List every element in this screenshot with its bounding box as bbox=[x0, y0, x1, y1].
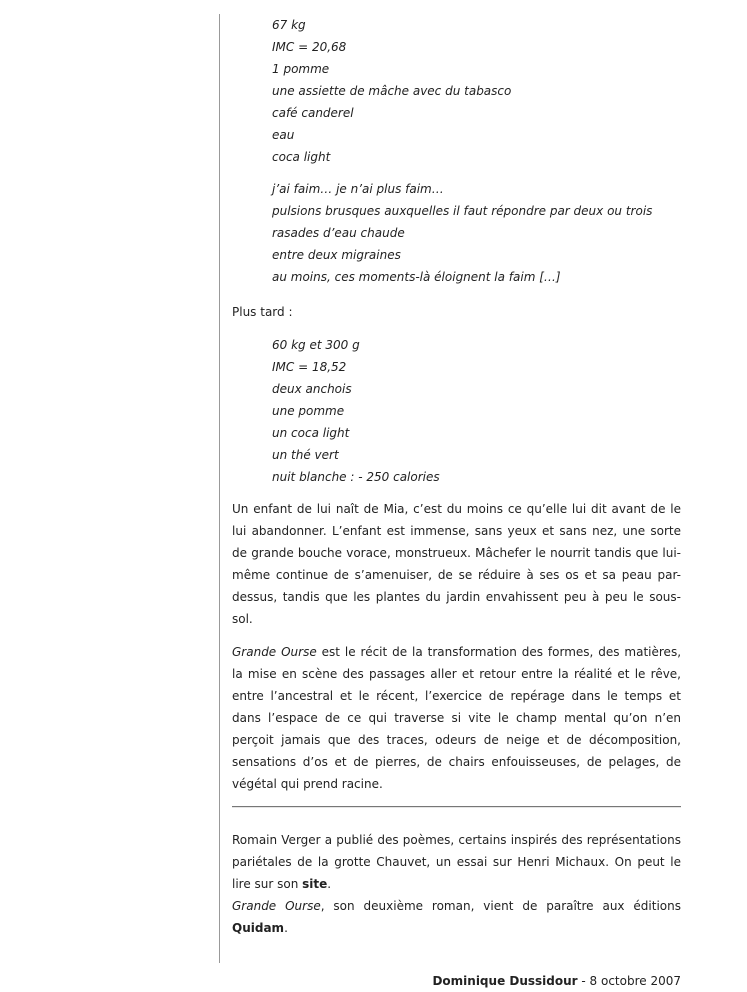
verse-line: une assiette de mâche avec du tabasco bbox=[272, 84, 512, 98]
verse-line: coca light bbox=[272, 150, 331, 164]
plus-tard-label: Plus tard : bbox=[232, 305, 293, 319]
paragraph-text: est le récit de la transformation des formes, des matières, la mise en scène des passages aller et retour entre la réalité et le rêve, entre l’ancestral et le récent, l’exercice de repérage dans le temps et dans l’espace de ce qui traverse si vite le champ mental qu’on n’en perçoit jamais que des traces, odeurs de neige et de décomposition, sensations d’os et de pierres, de chairs enfouisseuses, de pelages, de végétal qui prend racine. bbox=[232, 645, 682, 791]
verse-line: IMC = 18,52 bbox=[272, 360, 347, 374]
verse-line: deux anchois bbox=[272, 382, 352, 396]
verse-line: café canderel bbox=[272, 106, 354, 120]
author-bio bbox=[232, 829, 681, 939]
verse-line: 67 kg bbox=[272, 18, 306, 32]
bio-text-end: . bbox=[327, 877, 332, 891]
verse-block-2 bbox=[232, 178, 681, 288]
bio-text: Romain Verger a publié des poèmes, certains inspirés des représentations pariétales de la grotte Chauvet, un essai sur Henri Michaux. On peut le lire sur son bbox=[232, 833, 681, 891]
verse-line: 1 pomme bbox=[272, 62, 330, 76]
section-divider bbox=[232, 806, 681, 808]
verse-block-3 bbox=[232, 334, 681, 488]
verse-line: pulsions brusques auxquelles il faut répondre par deux ou trois bbox=[272, 204, 653, 218]
site-link[interactable]: site bbox=[302, 877, 328, 891]
verse-line: un thé vert bbox=[272, 448, 339, 462]
paragraph-enfant: Un enfant de lui naît de Mia, c’est du moins ce qu’elle lui dit avant de le lui abandonner. L’enfant est immense, sans yeux et sans nez, une sorte de grande bouche vorace, monstrueux. Mâchefer le nourrit tandis que lui-même continue de s’amenuiser, de se réduire à ses os et sa peau par-dessus, tandis que les plantes du jardin envahissent peu à peu le sous-sol. bbox=[232, 502, 681, 626]
verse-line: rasades d’eau chaude bbox=[272, 226, 405, 240]
author-name: Dominique Dussidour bbox=[432, 974, 578, 988]
verse-line: nuit blanche : - 250 calories bbox=[272, 470, 440, 484]
verse-line: IMC = 20,68 bbox=[272, 40, 347, 54]
left-border-rule bbox=[219, 14, 220, 963]
publisher-link[interactable]: Quidam bbox=[232, 921, 285, 935]
verse-line: au moins, ces moments-là éloignent la faim […] bbox=[272, 270, 561, 284]
verse-block-1 bbox=[232, 14, 681, 168]
signature bbox=[232, 970, 681, 992]
paragraph-grande-ourse bbox=[232, 641, 681, 795]
verse-line: entre deux migraines bbox=[272, 248, 401, 262]
book-title: Grande Ourse bbox=[232, 899, 321, 913]
bio-text-end: . bbox=[284, 921, 288, 935]
verse-line: une pomme bbox=[272, 404, 345, 418]
verse-line: eau bbox=[272, 128, 295, 142]
verse-line: un coca light bbox=[272, 426, 350, 440]
publication-date: - 8 octobre 2007 bbox=[577, 974, 681, 988]
verse-line: 60 kg et 300 g bbox=[272, 338, 360, 352]
book-title: Grande Ourse bbox=[232, 645, 317, 659]
bio-text: , son deuxième roman, vient de paraître aux éditions bbox=[320, 899, 681, 913]
verse-line: j’ai faim… je n’ai plus faim… bbox=[272, 182, 444, 196]
article-body bbox=[232, 14, 681, 992]
